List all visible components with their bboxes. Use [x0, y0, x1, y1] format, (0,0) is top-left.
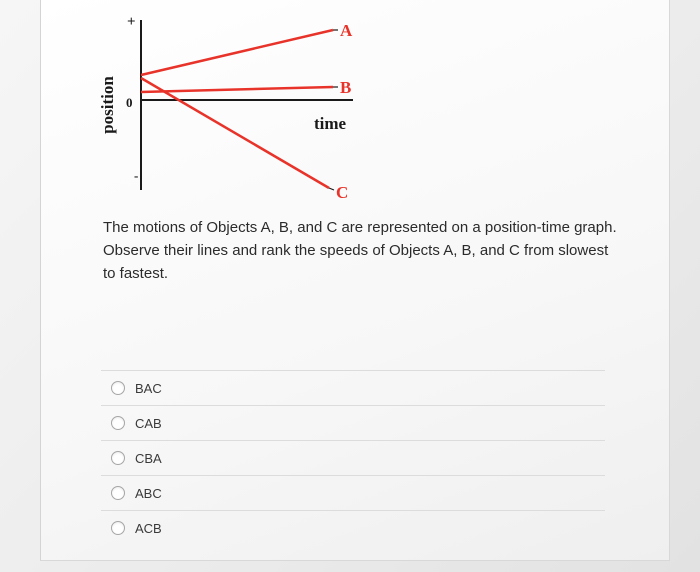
option-label: CAB — [135, 415, 162, 431]
option-bac[interactable] — [101, 370, 605, 405]
option-abc[interactable] — [101, 475, 605, 510]
series-line-b — [141, 87, 333, 92]
question-card — [40, 0, 670, 561]
series-label-a: A — [340, 21, 353, 40]
question-text: The motions of Objects A, B, and C are represented on a position-time graph. Observe their lines and rank the speeds of Objects A, B, and C from slowest to fastest. — [103, 219, 617, 282]
radio-circle-icon[interactable] — [111, 416, 125, 430]
radio-circle-icon[interactable] — [111, 486, 125, 500]
option-cab[interactable] — [101, 405, 605, 440]
answer-options — [101, 370, 605, 545]
radio-circle-icon[interactable] — [111, 381, 125, 395]
y-tick-minus: - — [134, 168, 139, 183]
option-label: ABC — [135, 485, 162, 501]
y-tick-plus: + — [127, 14, 136, 30]
y-tick-zero: 0 — [126, 95, 133, 110]
x-axis-label: time — [313, 114, 347, 133]
series-line-a — [141, 30, 333, 75]
position-time-graph — [41, 0, 669, 215]
option-label: CBA — [135, 450, 162, 466]
option-label: ACB — [135, 520, 162, 536]
option-label: BAC — [135, 380, 162, 396]
radio-circle-icon[interactable] — [111, 521, 125, 535]
option-acb[interactable] — [101, 510, 605, 545]
radio-circle-icon[interactable] — [111, 451, 125, 465]
series-label-c: C — [336, 183, 349, 202]
series-leader-c — [329, 188, 334, 190]
option-cba[interactable] — [101, 440, 605, 475]
series-line-c — [141, 78, 329, 188]
series-label-b: B — [340, 78, 352, 97]
y-axis-label: position — [98, 76, 117, 134]
